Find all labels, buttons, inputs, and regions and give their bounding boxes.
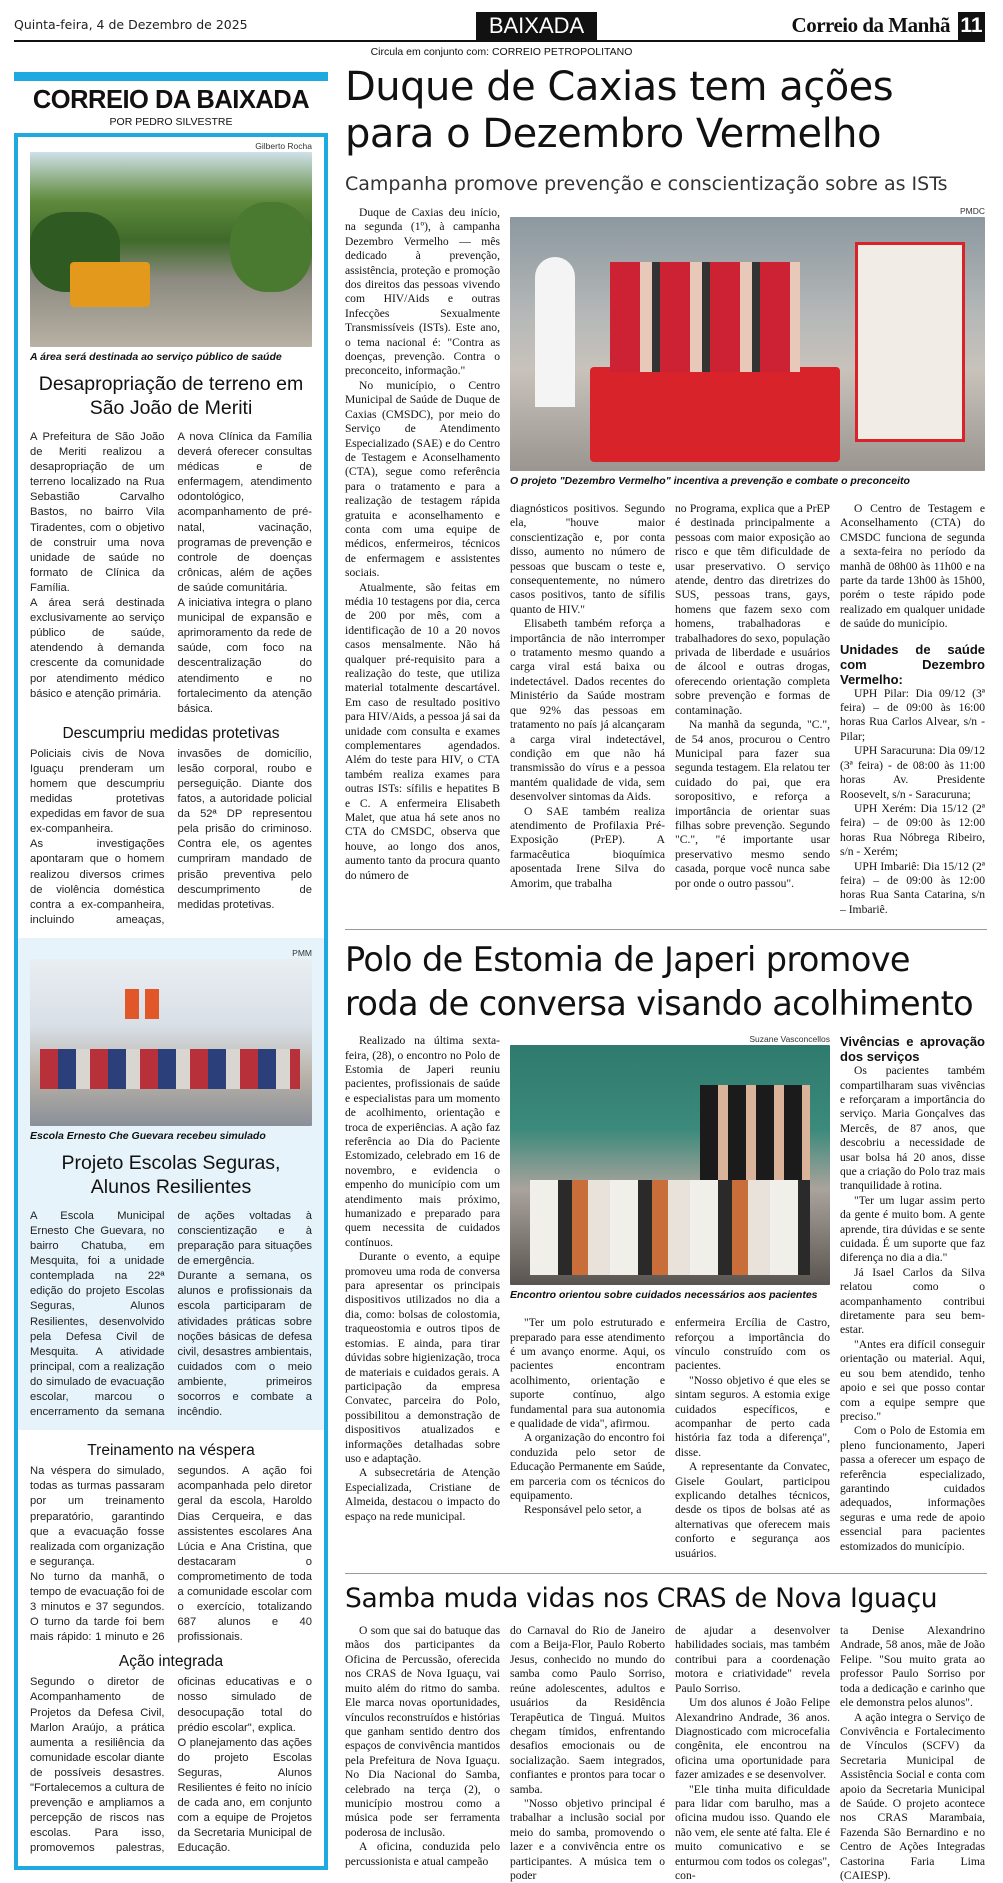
paragraph: A organização do encontro foi conduzida pelo setor de Educação Permanente em Saúde, em parceria com os técnicos do equipamento. bbox=[510, 1431, 665, 1503]
paragraph: UPH Imbariê: Dia 15/12 (2ª feira) – de 09:00 às 12:00 horas Rua Santa Catarina, s/n – Imbariê. bbox=[840, 860, 985, 918]
paragraph: UPH Xerém: Dia 15/12 (2ª feira) – de 09:00 às 12:00 horas Rua Nóbrega Ribeiro, s/n - Xerém; bbox=[840, 802, 985, 860]
paragraph: O planejamento das ações do projeto Escolas Seguras, Alunos Resilientes é feito no início de cada ano, em conjunto com a equipe de Projetos da Secretaria Municipal de Educação. bbox=[178, 1736, 313, 1857]
column-title: CORREIO DA BAIXADA bbox=[14, 85, 328, 115]
paragraph: Durante a semana, os alunos e profissionais da escola participaram de atividades práticas sobre noções básicas de defesa civil, desastres ambientais, cuidados com o meio ambiente, primeiros socorros e combate a incêndio. bbox=[178, 1269, 313, 1420]
paragraph: Responsável pelo setor, a bbox=[510, 1503, 665, 1517]
sidebar-column bbox=[14, 72, 328, 1870]
issue-date: Quinta-feira, 4 de Dezembro de 2025 bbox=[14, 17, 248, 32]
article-headline: Polo de Estomia de Japeri promove roda de conversa visando acolhimento bbox=[345, 938, 987, 1026]
section-subheading: Unidades de saúde com Dezembro Vermelho: bbox=[840, 642, 985, 687]
photo-caption: A área será destinada ao serviço público de saúde bbox=[30, 351, 312, 364]
article-samba bbox=[345, 1624, 987, 1883]
article-column bbox=[510, 1316, 665, 1518]
paragraph: Policiais civis de Nova Iguaçu prenderam um homem que descumpriu medidas protetivas expedidas em favor de sua ex-companheira. bbox=[30, 747, 165, 838]
newspaper-logo: Correio da Manhã bbox=[730, 13, 950, 38]
article-body bbox=[30, 430, 312, 717]
paragraph: No turno da manhã, o tempo de evacuação foi de 3 minutos e 37 segundos. O turno da tarde foi bem mais rápido: 1 minuto e 26 segundos. A ação foi acompanhada pelo diretor geral da escola, Haroldo Dias Cerqueira, e das assistentes escolares Ana Lúcia e Ana Cristina, que destacaram o comprometimento de toda a comunidade escolar com o exercício, totalizando 687 alunos e 40 profissionais. bbox=[30, 1464, 312, 1645]
article-headline: Desapropriação de terreno em São João de Meriti bbox=[30, 372, 312, 420]
paragraph: enfermeira Ercília de Castro, reforçou a importância do vínculo construído com os pacientes. bbox=[675, 1316, 830, 1374]
paragraph: As investigações apontaram que o homem realizou diversos crimes de violência doméstica contra a ex-companheira, incluindo ameaças, invasões de domicílio, lesão corporal, roubo e perseguição. Diante dos fatos, a autoridade policial da 52ª DP representou pela prisão do criminoso. Contra ele, os agentes cumpriram mandado de prisão preventiva pelo descumprimento de medidas protetivas. bbox=[30, 747, 312, 928]
photo-block bbox=[510, 1034, 830, 1308]
paragraph: Durante o evento, a equipe promoveu uma roda de conversa para apresentar os principais dispositivos utilizados no dia a dia, como: bolsas de colostomia, traqueostomia e outros tipos de estomias. E ainda, para tirar dúvidas sobre higienização, troca de materiais e cuidados gerais. A participação da empresa Convatec, parceira do Polo, possibilitou a demonstração de dispositivos atualizados e informações detalhadas sobre uso e adaptação. bbox=[345, 1250, 500, 1466]
paragraph: No município, o Centro Municipal de Saúde de Duque de Caxias (CMSDC), por meio do Serviço de Atendimento Especializado (SAE) e do Centro de Testagem e Aconselhamento (CTA), segue como referência para o tratamento e para a realização de testagem rápida gratuita e aconselhamento e conta com uma equipe de médicos, enfermeiros, técnicos de enfermagem e assistentes sociais. bbox=[345, 379, 500, 581]
photo-credit: PMDC bbox=[510, 206, 985, 217]
photo-caption: O projeto "Dezembro Vermelho" incentiva a prevenção e combate o preconceito bbox=[510, 475, 985, 488]
photo-japeri-group bbox=[510, 1045, 830, 1285]
column-author: POR PEDRO SILVESTRE bbox=[14, 115, 328, 129]
article-headline: Projeto Escolas Seguras, Alunos Resilientes bbox=[30, 1151, 312, 1199]
paragraph: Com o Polo de Estomia em pleno funcionamento, Japeri passa a oferecer um espaço de referência especializado, garantindo cuidados adequados, informações seguras e uma rede de apoio essencial para pacientes estomizados do município. bbox=[840, 1424, 985, 1554]
paragraph: no Programa, explica que a PrEP é destinada principalmente a pessoas com maior exposição ao risco e que têm dificuldade de usar preservativo. O serviço atende, dentro das diretrizes do SUS, pessoas trans, gays, homens que fazem sexo com homens, trabalhadoras e trabalhadores do sexo, população privada de liberdade e usuários de álcool e outras drogas, oferecendo orientação completa sobre prevenção e formas de contaminação. bbox=[675, 502, 830, 718]
article-column bbox=[345, 1624, 500, 1869]
article-headline: Samba muda vidas nos CRAS de Nova Iguaçu bbox=[345, 1582, 987, 1616]
article-body bbox=[30, 1675, 312, 1856]
page-number: 11 bbox=[958, 12, 985, 40]
photo-demolition-site bbox=[30, 152, 312, 347]
paragraph: Na véspera do simulado, todas as turmas passaram por um treinamento preparatório, garantindo que a evacuação fosse realizada com organização e segurança. bbox=[30, 1464, 165, 1570]
health-units-list bbox=[840, 687, 985, 918]
paragraph: Um dos alunos é João Felipe Alexandrino Andrade, 36 anos. Diagnosticado com microcefalia congênita, ele encontrou na oficina uma oportunidade para fazer amizades e se desenvolver. bbox=[675, 1696, 830, 1782]
article-column bbox=[510, 502, 665, 891]
article-body bbox=[30, 1464, 312, 1645]
paragraph: UPH Saracuruna: Dia 09/12 (3ª feira) - de 08:00 às 11:00 horas Av. Presidente Roosevelt, s/n - Saracuruna; bbox=[840, 744, 985, 802]
paragraph: Já Isael Carlos da Silva relatou como o acompanhamento contribui diretamente para seu bem-estar. bbox=[840, 1266, 985, 1338]
sidebar-accent-bar bbox=[14, 72, 328, 81]
paragraph: A nova Clínica da Família deverá oferecer consultas médicas e de enfermagem, atendimento odontológico, acompanhamento de pré-natal, vacinação, programas de prevenção e controle de doenças crônicas, além de ações de saúde comunitária. bbox=[178, 430, 313, 596]
article-column bbox=[840, 1034, 985, 1554]
article-divider bbox=[345, 1573, 987, 1574]
article-column bbox=[675, 1316, 830, 1561]
paragraph: de ajudar a desenvolver habilidades sociais, mas também contribui para a coordenação motora e criatividade" revela Paulo Sorriso. bbox=[675, 1624, 830, 1696]
article-headline: Ação integrada bbox=[30, 1653, 312, 1671]
article-headline: Treinamento na véspera bbox=[30, 1442, 312, 1460]
article-column bbox=[840, 502, 985, 917]
paragraph: A representante da Convatec, Gisele Goulart, participou explicando detalhes técnicos, desde os tipos de bolsas até as alternativas que oferecem mais conforto e segurança aos usuários. bbox=[675, 1460, 830, 1561]
article-body bbox=[30, 1209, 312, 1420]
paragraph: "Nosso objetivo principal é trabalhar a inclusão social por meio do samba, promovendo o lazer e a convivência entre os participantes. A música tem o poder bbox=[510, 1797, 665, 1883]
paragraph: UPH Pilar: Dia 09/12 (3ª feira) – de 09:00 às 16:00 horas Rua Carlos Alvear, s/n - Pilar; bbox=[840, 687, 985, 745]
photo-caption: Escola Ernesto Che Guevara recebeu simulado bbox=[30, 1130, 312, 1143]
paragraph: A Prefeitura de São João de Meriti realizou a desapropriação de um terreno localizado na Rua Sebastião Carvalho Bastos, no bairro Vila Tiradentes, com o objetivo de construir uma nova unidade de saúde no formato de Clínica da Família. bbox=[30, 430, 165, 596]
article-column bbox=[510, 1624, 665, 1883]
paragraph: "Ele tinha muita dificuldade para lidar com barulho, mas a oficina mudou isso. Quando ele não vem, ele sente até falta. Ele é muito comunicativo e se enturmou com todos os colegas", con- bbox=[675, 1783, 830, 1883]
article-headline: Descumpriu medidas protetivas bbox=[30, 725, 312, 743]
paragraph: O SAE também realiza atendimento de Profilaxia Pré-Exposição (PrEP). A farmacêutica bioquímica aposentada Irene Silva do Amorim, que trabalha bbox=[510, 805, 665, 891]
photo-dezembro-vermelho-stand bbox=[510, 217, 985, 471]
photo-block bbox=[510, 206, 985, 494]
paragraph: diagnósticos positivos. Segundo ela, "houve maior conscientização e, por conta disso, aumento no número de pessoas que buscam o teste e, consequentemente, no número casos positivos, tanto de sífilis quanto de HIV." bbox=[510, 502, 665, 617]
paragraph: Segundo o diretor de Acompanhamento de Projetos da Defesa Civil, Marlon Araújo, a prática aumenta a resiliência da comunidade escolar diante de possíveis desastres. "Fortalecemos a cultura de prevenção e ampliamos a percepção de riscos nas escolas. Para isso, promovemos palestras, oficinas educativas e o nosso simulado de desocupação total do prédio escolar", explica. bbox=[30, 1675, 312, 1856]
paragraph: Na manhã da segunda, "C.", de 54 anos, procurou o Centro Municipal para fazer sua segunda testagem. Ela relatou ter cuidado do pai, que era soropositivo, e reforça a importância de orientar suas filhas sobre prevenção. Segundo "C.", "é importante usar preservativo mesmo sendo casada, porque você nunca sabe por onde o outro passou". bbox=[675, 718, 830, 891]
paragraph: A oficina, conduzida pelo percussionista e atual campeão bbox=[345, 1840, 500, 1869]
paragraph: Atualmente, são feitas em média 10 testagens por dia, cerca de 200 por mês, com a identificação de 10 a 20 novos casos mensalmente. Não há qualquer pré-requisito para a realização do teste, que utiliza material totalmente descartável. Em caso de resultado positivo para HIV/Aids, a pessoa já sai da unidade com consulta e exames complementares agendados. Além do teste para HIV, o CTA também realiza exames para outras ISTs: sífilis e hepatites B e C. A enfermeira Elisabeth Malet, que atua há sete anos no CTA do CMSDC, observa que houve, ao longo dos anos, aumento tanto da procura quanto do número de bbox=[345, 581, 500, 884]
article-caxias bbox=[345, 206, 987, 917]
article-column bbox=[675, 502, 830, 891]
paragraph: Duque de Caxias deu início, na segunda (1º), à campanha Dezembro Vermelho — mês dedicado à prevenção, assistência, proteção e promoção dos direitos das pessoas vivendo com HIV/Aids e outras Infecções Sexualmente Transmissíveis (ISTs). Este ano, o tema nacional é: "Contra as doenças, prevenção. Contra o preconceito, informação." bbox=[345, 206, 500, 379]
paragraph: ta Denise Alexandrino Andrade, 58 anos, mãe de João Felipe. "Sou muito grata ao professor Paulo Sorriso por toda a dedicação e carinho que ele demonstra pelos alunos". bbox=[840, 1624, 985, 1710]
main-content bbox=[345, 64, 987, 1883]
article-subtitle: Campanha promove prevenção e conscientização sobre as ISTs bbox=[345, 172, 987, 196]
paragraph: Realizado na última sexta-feira, (28), o encontro no Polo de Estomia de Japeri reuniu pacientes, profissionais de saúde e especialistas para um momento de acolhimento, orientação e troca de experiências. A ação faz referência ao Dia do Paciente Estomizado, celebrado em 16 de novembro, e evidencia o empenho do município com um atendimento mais próximo, humanizado e preparado para quem necessita de cuidados contínuos. bbox=[345, 1034, 500, 1250]
paragraph: do Carnaval do Rio de Janeiro com a Beija-Flor, Paulo Roberto Jesus, conhecido no mundo do samba como Paulo Sorriso, reúne adolescentes, adultos e usuários da Residência Terapêutica de Tinguá. Muitos chegam tímidos, enfrentando desafios emocionais ou de socialização. Saem integrados, confiantes e prontos para tocar o samba. bbox=[510, 1624, 665, 1797]
paragraph: O som que sai do batuque das mãos dos participantes da Oficina de Percussão, oferecida nos CRAS de Nova Iguaçu, vai muito além do ritmo do samba. Ele marca novas oportunidades, vínculos reconstruídos e histórias que ganham sentido dentro dos espaços de convivência mantidos pela Prefeitura de Nova Iguaçu. No Dia Nacional do Samba, celebrado na terça (2), o município mostrou como a música pode ser ferramenta poderosa de inclusão. bbox=[345, 1624, 500, 1840]
photo-caption: Encontro orientou sobre cuidados necessários aos pacientes bbox=[510, 1289, 830, 1302]
photo-credit: Suzane Vasconcellos bbox=[510, 1034, 830, 1045]
article-column bbox=[345, 206, 500, 883]
column-text bbox=[840, 1064, 985, 1554]
article-body bbox=[30, 747, 312, 928]
paragraph: "Ter um polo estruturado e preparado para esse atendimento é um avanço enorme. Aqui, os pacientes encontram acolhimento, orientação e suporte contínuo, algo fundamental para sua autonomia e qualidade de vida", afirmou. bbox=[510, 1316, 665, 1431]
header-rule bbox=[14, 40, 985, 42]
article-column bbox=[840, 1624, 985, 1883]
article-column bbox=[675, 1624, 830, 1883]
paragraph: A área será destinada exclusivamente ao serviço público de saúde, atendendo à demanda crescente da comunidade por atendimento médico básico e atenção primária. bbox=[30, 596, 165, 702]
paragraph: A subsecretária de Atenção Especializada, Cristiane de Almeida, destacou o impacto do espaço na rede municipal. bbox=[345, 1466, 500, 1524]
paragraph: A Escola Municipal Ernesto Che Guevara, no bairro Chatuba, em Mesquita, foi a unidade contemplada na 22ª edição do projeto Escolas Seguras, Alunos Resilientes, desenvolvido pela Defesa Civil de Mesquita. A atividade principal, com a realização do simulado de evacuação escolar, marcou o encerramento da semana de ações voltadas à conscientização e à preparação para situações de emergência. bbox=[30, 1209, 312, 1420]
article-japeri bbox=[345, 1034, 987, 1561]
paragraph: Elisabeth também reforça a importância de não interromper o tratamento mesmo quando a carga viral está baixa ou indetectável. Dados recentes do Ministério da Saúde mostram que 92% das pessoas em tratamento no país já alcançaram a carga viral indetectável, condição em que não há transmissão do vírus e a pessoa mantém qualidade de vida, sem desenvolver sintomas da Aids. bbox=[510, 617, 665, 804]
section-subheading: Vivências e aprovação dos serviços bbox=[840, 1034, 985, 1064]
circulation-note: Circula em conjunto com: CORREIO PETROPOLITANO bbox=[0, 46, 1003, 58]
sidebar-story-meriti bbox=[18, 137, 324, 938]
paragraph: A iniciativa integra o plano municipal de expansão e aprimoramento da rede de saúde, com foco na descentralização do atendimento e no fortalecimento da atenção básica. bbox=[178, 596, 313, 717]
section-label: BAIXADA bbox=[476, 12, 597, 40]
paragraph: "Antes era difícil conseguir orientação ou material. Aqui, eu sou bem atendido, tenho apoio e sei que posso contar com a equipe sempre que preciso." bbox=[840, 1338, 985, 1424]
paragraph: Os pacientes também compartilharam suas vivências e reforçaram a importância do serviço. Maria Gonçalves das Mercês, de 87 anos, que descobriu a necessidade de usar bolsa há 20 anos, disse que a criação do Polo traz mais tranquilidade à rotina. bbox=[840, 1064, 985, 1194]
photo-classroom-drill bbox=[30, 959, 312, 1126]
main-headline: Duque de Caxias tem ações para o Dezembro Vermelho bbox=[345, 64, 987, 158]
paragraph: O Centro de Testagem e Aconselhamento (CTA) do CMSDC funciona de segunda a sexta-feira no período da manhã de 08h00 às 11h00 e na parte da tarde 13h00 às 15h00, porém o teste rápido pode realizado em qualquer unidade de saúde do município. bbox=[840, 502, 985, 632]
sidebar-tinted-section bbox=[18, 938, 324, 1430]
sidebar-frame bbox=[14, 133, 328, 1870]
paragraph: "Nosso objetivo é que eles se sintam seguros. A estomia exige cuidados específicos, e acompanhar de perto cada história faz toda a diferença", disse. bbox=[675, 1374, 830, 1460]
photo-credit: PMM bbox=[30, 948, 312, 959]
article-divider bbox=[345, 929, 987, 930]
article-column bbox=[345, 1034, 500, 1524]
paragraph: A ação integra o Serviço de Convivência e Fortalecimento de Vínculos (SCFV) da Secretaria Municipal de Assistência Social e conta com apoio da Secretaria Municipal de Saúde. O projeto acontece nos CRAS Marambaia, Fazenda São Bernardino e no Centro de Ações Integradas Castorina Faria Lima (CAIESP). bbox=[840, 1711, 985, 1883]
sidebar-story-training bbox=[18, 1430, 324, 1866]
column-text bbox=[840, 502, 985, 632]
photo-credit: Gilberto Rocha bbox=[30, 141, 312, 152]
paragraph: "Ter um lugar assim perto da gente é muito bom. A gente aprende, tira dúvidas e se sente cuidada. É um suporte que faz diferença no dia a dia." bbox=[840, 1194, 985, 1266]
